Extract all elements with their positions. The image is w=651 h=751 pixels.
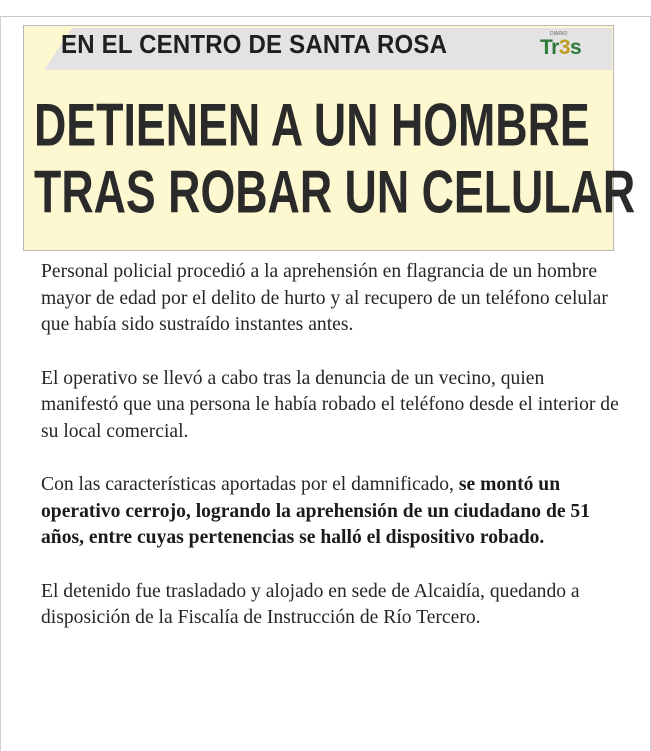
- kicker-label: EN EL CENTRO DE SANTA ROSA: [61, 30, 448, 60]
- article-paragraph-2: El operativo se llevó a cabo tras la denuncia de un vecino, quien manifestó que una persona le había robado el teléfono desde el interior de su local comercial.: [41, 367, 619, 442]
- article-paragraph-3-bold: se montó un operativo cerrojo, logrando la aprehensión de un ciudadano de 51 años, entre cuyas pertenencias se halló el dispositivo robado.: [41, 474, 591, 548]
- headline: [34, 92, 636, 227]
- logo-small-text: DIARIO: [550, 31, 568, 37]
- logo-word-s: s: [570, 36, 582, 59]
- logo-word-tr: Tr: [540, 36, 559, 59]
- article-paragraph-1: Personal policial procedió a la aprehensión en flagrancia de un hombre mayor de edad por el delito de hurto y al recupero de un teléfono celular que había sido sustraído instantes antes.: [41, 261, 608, 335]
- article-paragraph-3: [41, 472, 621, 552]
- logo-wordmark: [540, 37, 581, 58]
- article-body: [41, 259, 621, 659]
- tr3s-logo: [538, 32, 588, 66]
- logo-three: 3: [558, 36, 571, 59]
- headline-line-1: DETIENEN A UN HOMBRE: [34, 92, 590, 160]
- article-paragraph-3-lead: Con las características aportadas por el damnificado,: [41, 474, 459, 495]
- article-paragraph-4: El detenido fue trasladado y alojado en sede de Alcaidía, quedando a disposición de la Fiscalía de Instrucción de Río Tercero.: [41, 580, 580, 628]
- headline-line-2: TRAS ROBAR UN CELULAR: [34, 159, 636, 227]
